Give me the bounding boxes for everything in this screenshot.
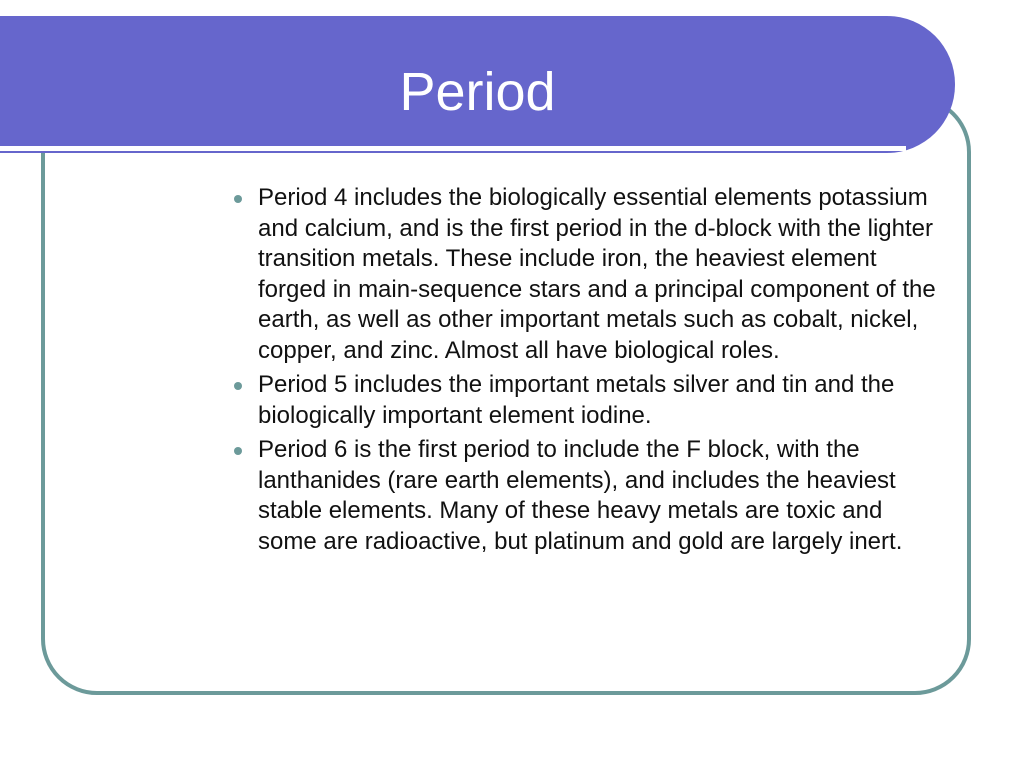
bullet-text: Period 6 is the first period to include the F block, with the lanthanides (rare earth elements), and includes the heaviest stable elements. Many of these heavy metals are toxic and some are radioactive, but platinum and gold are largely inert.	[258, 436, 903, 555]
slide-title: Period	[399, 62, 556, 122]
bullet-icon	[234, 447, 242, 455]
bullet-icon	[234, 382, 242, 390]
bullet-text: Period 4 includes the biologically essential elements potassium and calcium, and is the first period in the d-block with the lighter transition metals. These include iron, the heaviest element forged in main-sequence stars and a principal component of the earth, as well as other important metals such as cobalt, nickel, copper, and zinc. Almost all have biological roles.	[258, 184, 936, 364]
bullet-item	[230, 370, 942, 431]
bullet-list	[230, 183, 942, 561]
bullet-item	[230, 183, 942, 366]
bullet-icon	[234, 195, 242, 203]
title-bar	[0, 16, 955, 153]
title-underline	[0, 146, 906, 151]
bullet-item	[230, 435, 942, 557]
bullet-text: Period 5 includes the important metals silver and tin and the biologically important element iodine.	[258, 371, 895, 429]
